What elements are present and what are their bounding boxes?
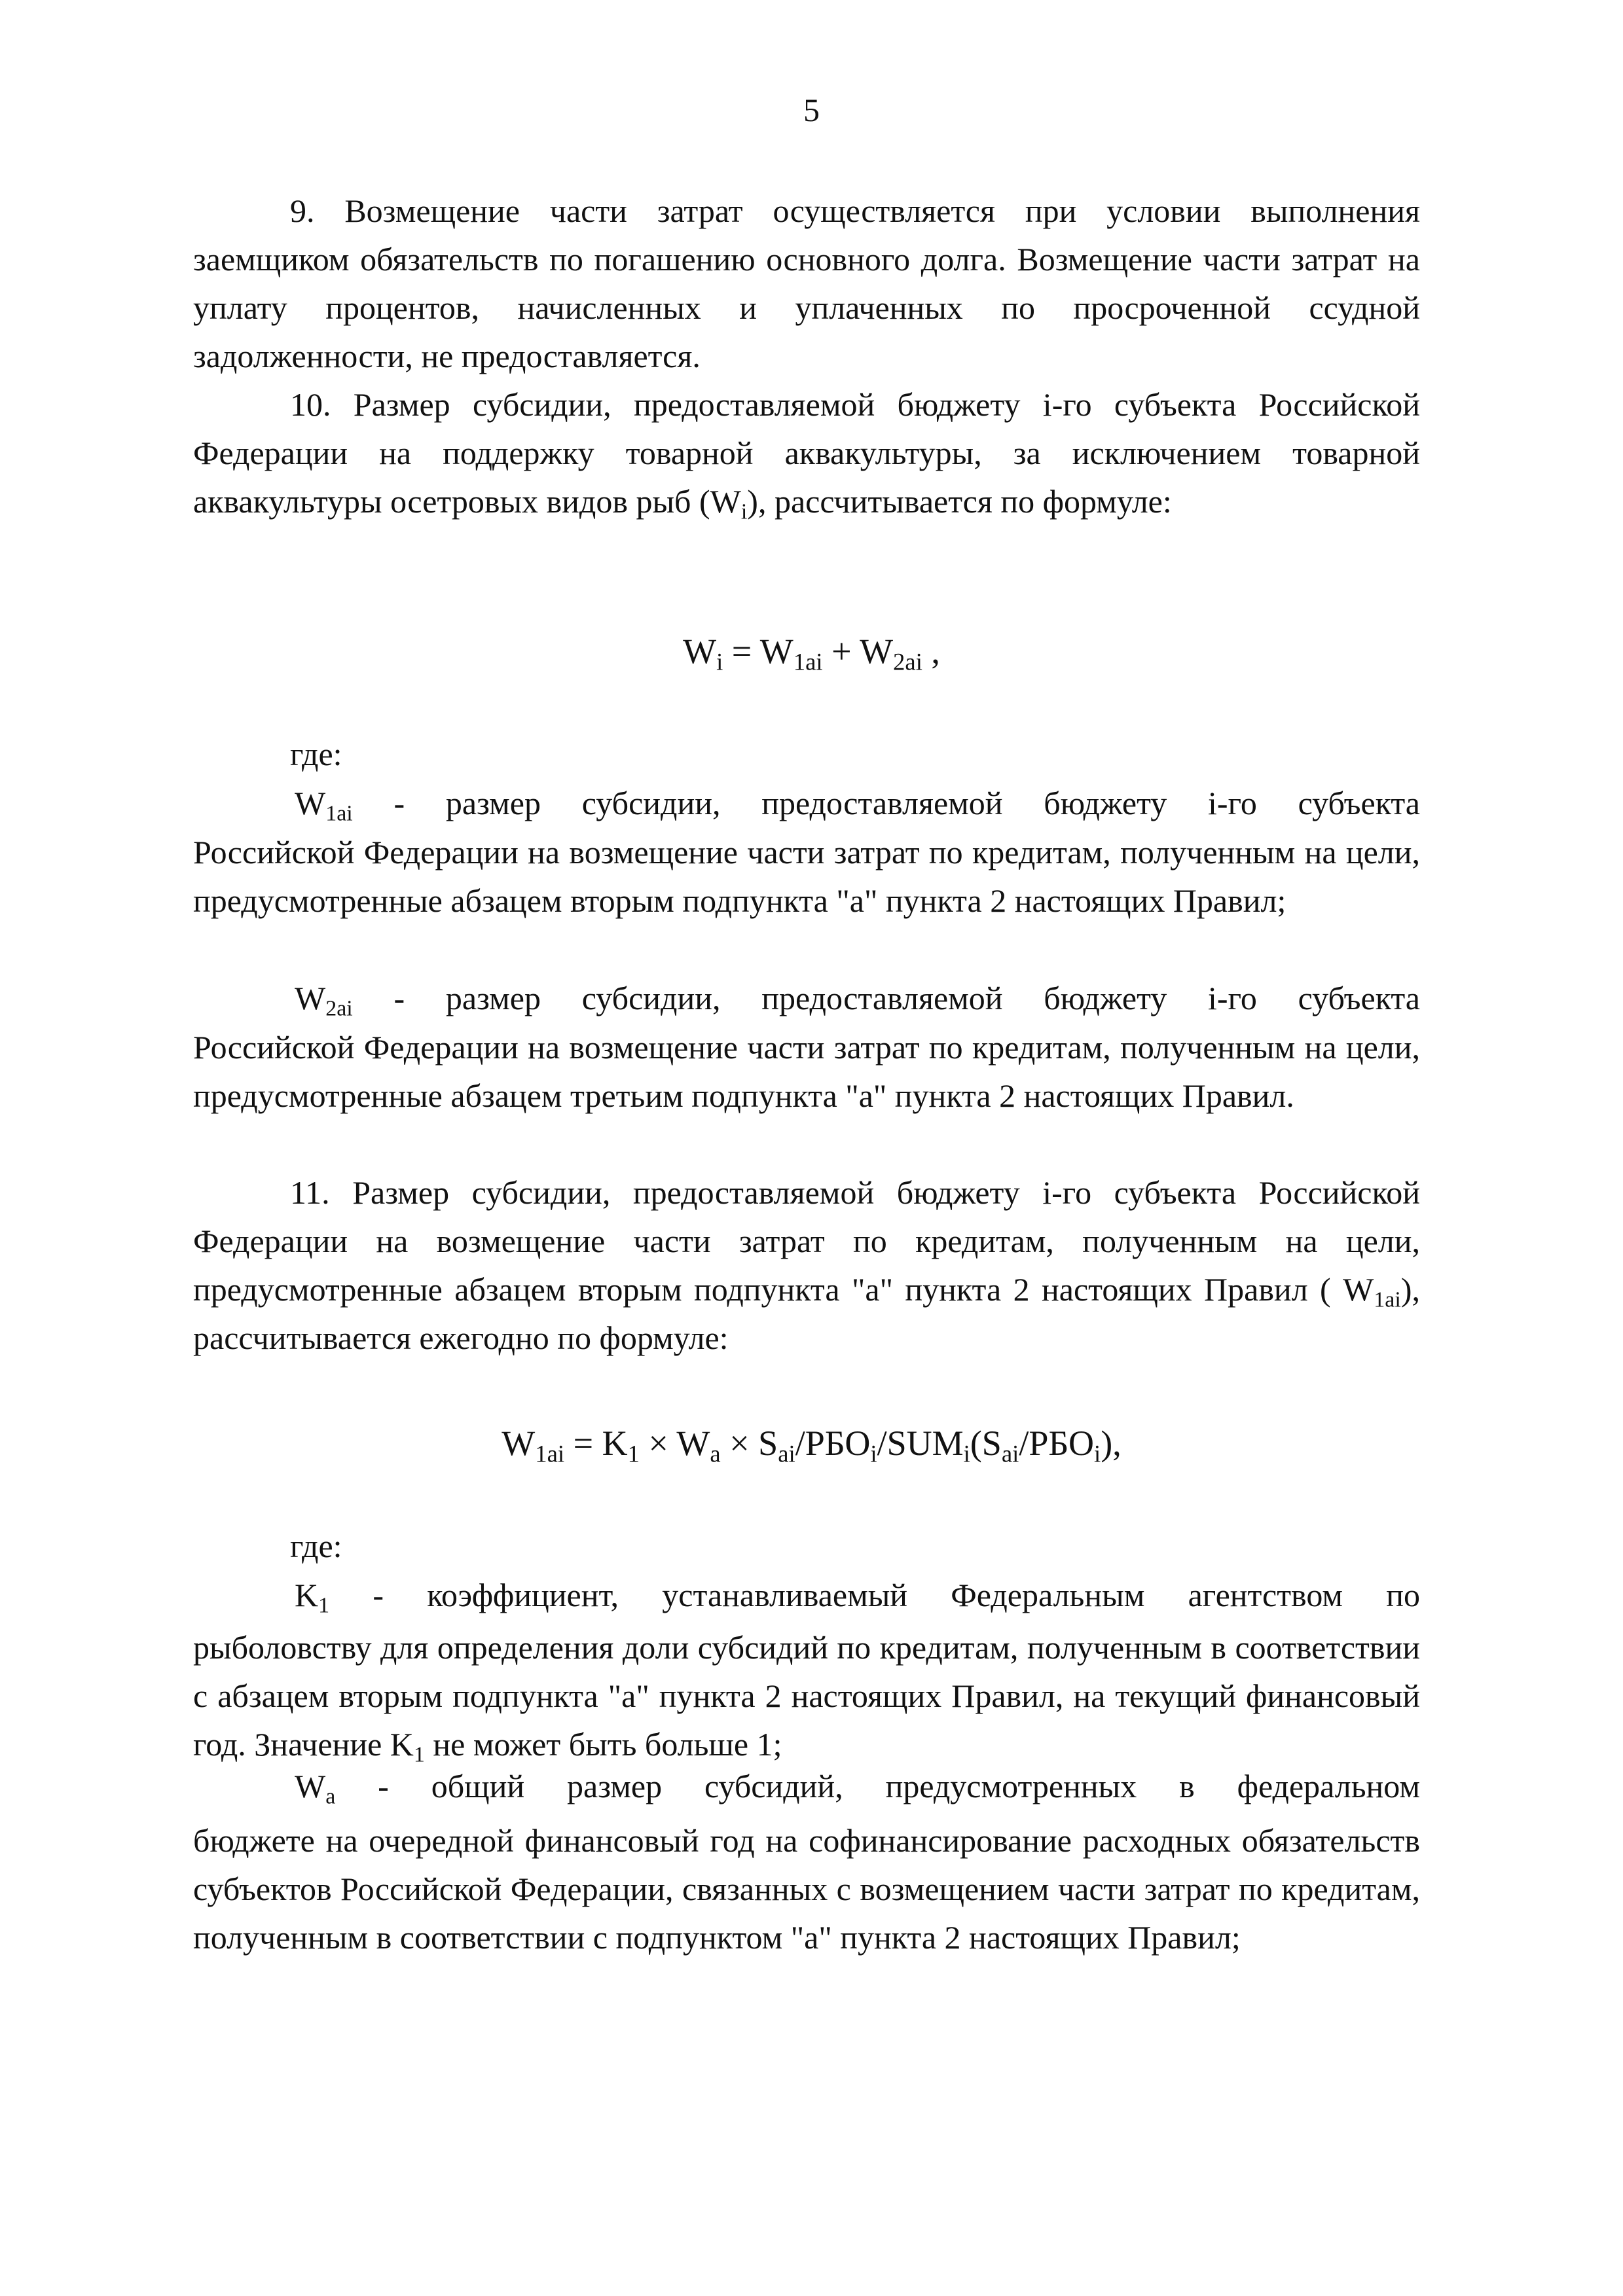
definition-k1-symbol-sub: 1 [318, 1593, 330, 1618]
definition-k1-rest [193, 1623, 1420, 1768]
definition-w2ai-symbol: W [295, 980, 326, 1016]
definition-wa-symbol-sub: a [325, 1784, 336, 1809]
formula-w1ai-sum: /SUM [877, 1424, 964, 1463]
page-number: 5 [803, 92, 820, 128]
formula-w1ai [0, 1420, 1623, 1466]
definition-w2ai-lead: - размер субсидии, предоставляемой бюджету i-го субъекта [352, 980, 1420, 1016]
formula-wi-t1: W [759, 632, 793, 671]
definition-w2ai-first-line [295, 974, 1420, 1022]
formula-w1ai-lhs-sub: 1ai [535, 1440, 565, 1467]
definition-k1-first-line [295, 1571, 1420, 1619]
paragraph-11-text: 11. Размер субсидии, предоставляемой бюджету i-го субъекта Российской Федерации на возмещение части затрат по кредитам, полученным на цели, предусмотренные абзацем вторым подпункта "а" пункта 2 настоящих Правил ( W [193, 1174, 1420, 1308]
formula-wi-t1-sub: 1ai [793, 648, 823, 675]
definition-k1-rest-sub: 1 [413, 1742, 425, 1767]
formula-w1ai-sai: × S [720, 1424, 778, 1463]
formula-wi-lhs-sub: i [716, 648, 723, 675]
definition-wa-lead: - общий размер субсидий, предусмотренных в федеральном [335, 1768, 1420, 1804]
formula-w1ai-wa: × W [639, 1424, 710, 1463]
definition-wa-first-line [295, 1762, 1420, 1810]
where-label-2: где: [290, 1528, 342, 1564]
where-label-1: где: [290, 736, 342, 772]
definition-w1ai-rest: Российской Федерации на возмещение части затрат по кредитам, полученным на цели, предусмотренные абзацем вторым подпункта "а" пункта 2 настоящих Правил; [193, 834, 1420, 919]
definition-w1ai-symbol-sub: 1ai [325, 801, 353, 826]
paragraph-11-tail: ), рассчитывается ежегодно по формуле: [193, 1271, 1420, 1356]
formula-wi-lhs: W [683, 632, 717, 671]
definition-k1-symbol: K [295, 1577, 319, 1613]
formula-w1ai-end: ), [1101, 1424, 1122, 1463]
formula-w1ai-lhs: W [501, 1424, 536, 1463]
formula-w1ai-rbo: /РБО [795, 1424, 871, 1463]
definition-k1-rest-text: рыболовству для определения доли субсидий по кредитам, полученным в соответствии с абзацем вторым подпункта "а" пункта 2 настоящих Правил, на текущий финансовый год. Значение K [193, 1629, 1420, 1763]
formula-w1ai-wa-sub: a [710, 1440, 721, 1467]
formula-wi-eq: = [723, 632, 760, 671]
formula-w1ai-sum-sub: i [963, 1440, 970, 1467]
definition-wa-symbol: W [295, 1768, 326, 1804]
formula-w1ai-rbo-sub: i [870, 1440, 877, 1467]
formula-wi-t2: W [860, 632, 894, 671]
paragraph-11 [193, 1168, 1420, 1362]
formula-w1ai-sai-sub: ai [778, 1440, 795, 1467]
definition-w2ai-symbol-sub: 2ai [325, 996, 353, 1021]
formula-wi-plus: + [822, 632, 860, 671]
formula-w1ai-sai2: (S [970, 1424, 1002, 1463]
formula-w1ai-k1: = K [564, 1424, 628, 1463]
formula-w1ai-sai2-sub: ai [1001, 1440, 1019, 1467]
definition-w1ai-first-line [295, 779, 1420, 827]
formula-w1ai-k1-sub: 1 [627, 1440, 640, 1467]
definition-w1ai-symbol: W [295, 785, 326, 821]
formula-wi-t2-sub: 2ai [893, 648, 922, 675]
paragraph-11-subscript: 1ai [1374, 1287, 1401, 1312]
formula-wi-end: , [922, 632, 940, 671]
definition-wa-rest: бюджете на очередной финансовый год на софинансирование расходных обязательств субъектов Российской Федерации, связанных с возмещением части затрат по кредитам, полученным в соответствии с подпунктом "а" пункта 2 настоящих Правил; [193, 1822, 1420, 1956]
paragraph-9: 9. Возмещение части затрат осуществляется при условии выполнения заемщиком обязательств по погашению основного долга. Возмещение части затрат на уплату процентов, начисленных и уплаченных по просроченной ссудной задолженности, не предоставляется. [193, 192, 1420, 374]
formula-wi [0, 628, 1623, 674]
paragraph-10 [193, 380, 1420, 526]
definition-k1-rest-tail: не может быть больше 1; [424, 1726, 782, 1763]
paragraph-10-tail: ), рассчитывается по формуле: [747, 483, 1172, 520]
formula-w1ai-rbo2: /РБО [1019, 1424, 1095, 1463]
paragraph-10-text: 10. Размер субсидии, предоставляемой бюджету i-го субъекта Российской Федерации на поддержку товарной аквакультуры, за исключением товарной аквакультуры осетровых видов рыб (W [193, 386, 1420, 520]
formula-w1ai-rbo2-sub: i [1094, 1440, 1101, 1467]
definition-k1-lead: - коэффициент, устанавливаемый Федеральным агентством по [329, 1577, 1420, 1613]
definition-w2ai-rest: Российской Федерации на возмещение части затрат по кредитам, полученным на цели, предусмотренные абзацем третьим подпункта "а" пункта 2 настоящих Правил. [193, 1029, 1420, 1114]
paragraph-10-subscript: i [740, 499, 748, 524]
definition-w1ai-lead: - размер субсидии, предоставляемой бюджету i-го субъекта [352, 785, 1420, 821]
